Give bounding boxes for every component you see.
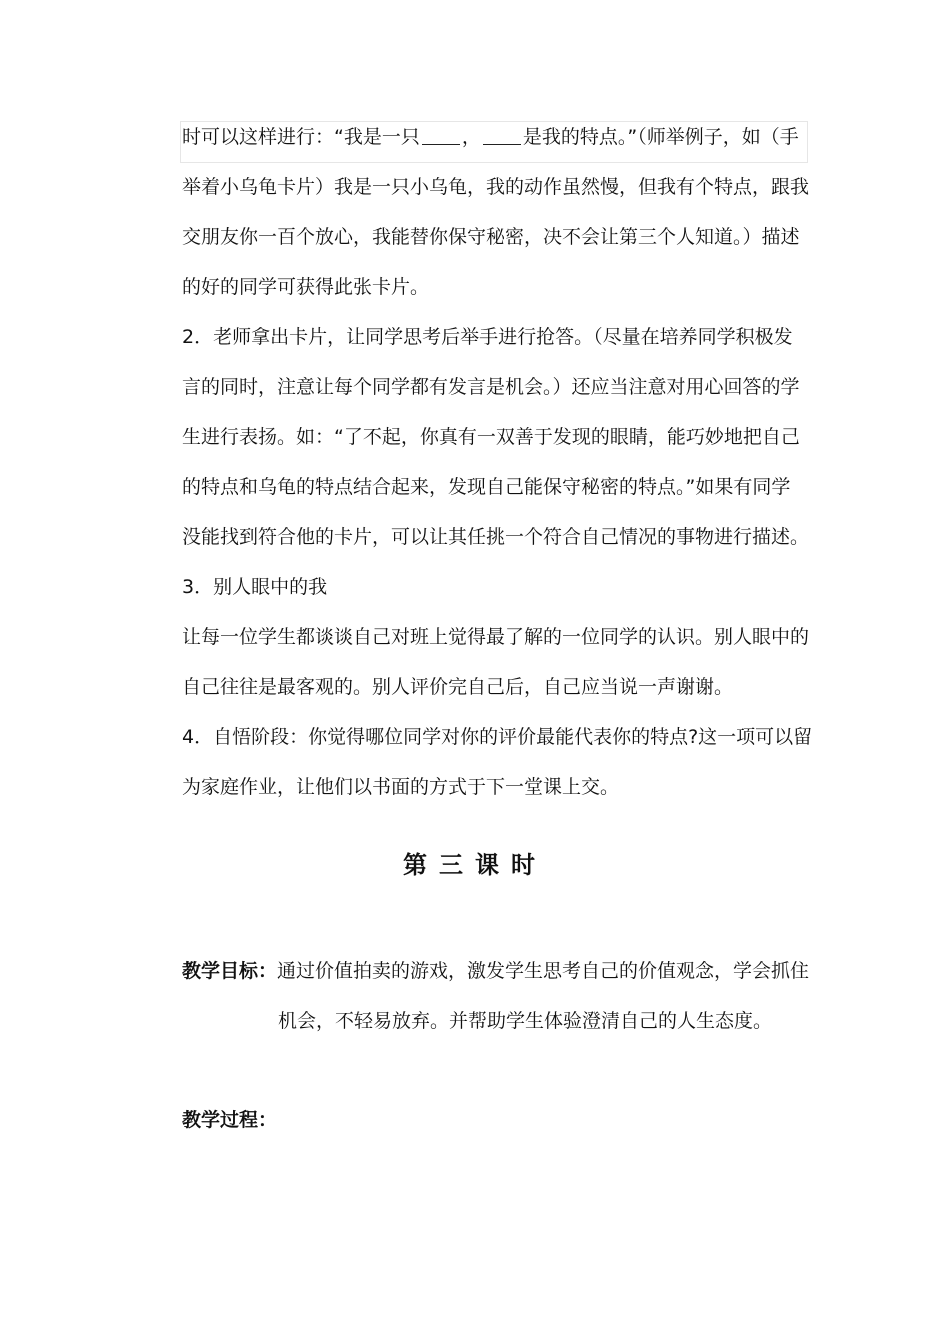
p1-line-1-part-c: 是我的特点。”（师举例子，如（手 — [522, 126, 799, 148]
p1-line-3: 交朋友你一百个放心，我能替你保守秘密，决不会让第三个人知道。）描述 — [182, 226, 800, 248]
goal-line-1 — [182, 958, 812, 984]
p5-line-1: 4．自悟阶段：你觉得哪位同学对你的评价最能代表你的特点?这一项可以留 — [182, 726, 813, 748]
p1-line-1-part-b: ， — [461, 126, 481, 148]
process-label: 教学过程： — [182, 1109, 278, 1131]
goal-label: 教学目标： — [182, 960, 278, 982]
p2-line-5: 没能找到符合他的卡片，可以让其任挑一个符合自己情况的事物进行描述。 — [182, 526, 810, 548]
p4-line-2: 自己往往是最客观的。别人评价完自己后，自己应当说一声谢谢。 — [182, 676, 734, 698]
p3-line-1: 3．别人眼中的我 — [182, 576, 328, 598]
p1-line-1 — [182, 124, 812, 150]
p1-line-4: 的好的同学可获得此张卡片。 — [182, 276, 430, 298]
p1-line-2: 举着小乌龟卡片）我是一只小乌龟，我的动作虽然慢，但我有个特点，跟我 — [182, 176, 810, 198]
fill-blank-2 — [483, 126, 521, 145]
p2-line-4: 的特点和乌龟的特点结合起来，发现自己能保守秘密的特点。”如果有同学 — [182, 476, 791, 498]
p1-line-1-part-a: 时可以这样进行：“我是一只 — [182, 126, 420, 148]
section-heading: 第三课时 — [403, 851, 547, 879]
goal-line-2: 机会，不轻易放弃。并帮助学生体验澄清自己的人生态度。 — [278, 1010, 773, 1032]
goal-text-1: 通过价值拍卖的游戏，激发学生思考自己的价值观念，学会抓住 — [277, 960, 810, 982]
p2-line-3: 生进行表扬。如：“了不起，你真有一双善于发现的眼睛，能巧妙地把自己 — [182, 426, 800, 448]
fill-blank-1 — [422, 126, 460, 145]
p2-line-1: 2．老师拿出卡片，让同学思考后举手进行抢答。（尽量在培养同学积极发 — [182, 326, 793, 348]
p4-line-1: 让每一位学生都谈谈自己对班上觉得最了解的一位同学的认识。别人眼中的 — [182, 626, 810, 648]
p2-line-2: 言的同时，注意让每个同学都有发言是机会。）还应当注意对用心回答的学 — [182, 376, 800, 398]
p5-line-2: 为家庭作业，让他们以书面的方式于下一堂课上交。 — [182, 776, 620, 798]
